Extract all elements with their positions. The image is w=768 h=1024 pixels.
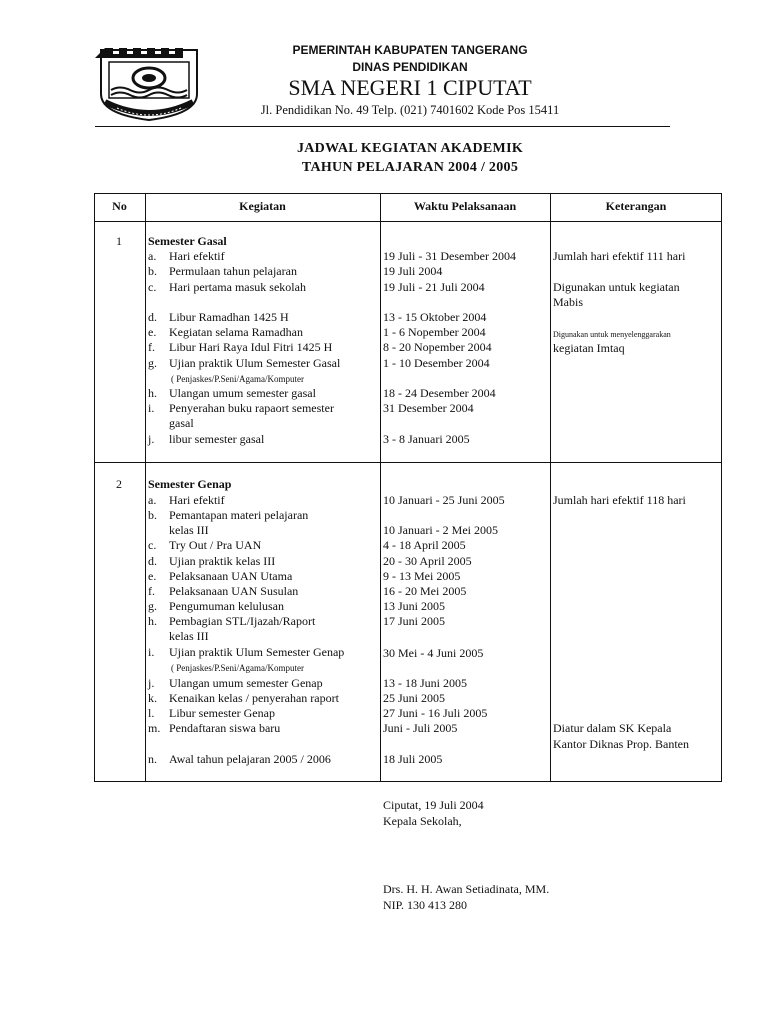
table-divider bbox=[550, 193, 551, 782]
item-activity: Try Out / Pra UAN bbox=[169, 538, 262, 552]
header-note: Keterangan bbox=[605, 199, 667, 213]
item-letter: a. bbox=[148, 249, 157, 263]
item-activity: Ujian praktik Ulum Semester Genap bbox=[169, 645, 345, 659]
section-number: 1 bbox=[116, 234, 122, 248]
signature-nip: NIP. 130 413 280 bbox=[383, 898, 468, 912]
item-note: Digunakan untuk menyelenggarakan bbox=[553, 330, 671, 339]
item-activity: kelas III bbox=[169, 629, 209, 643]
item-time: 19 Juli - 21 Juli 2004 bbox=[383, 280, 485, 294]
item-letter: l. bbox=[148, 706, 155, 720]
letterhead-divider bbox=[95, 126, 670, 127]
item-time: 19 Juli - 31 Desember 2004 bbox=[383, 249, 516, 263]
item-letter: c. bbox=[148, 280, 157, 294]
item-activity: Kenaikan kelas / penyerahan raport bbox=[169, 691, 339, 705]
item-time: 10 Januari - 25 Juni 2005 bbox=[383, 493, 505, 507]
item-letter: n. bbox=[148, 752, 157, 766]
item-letter: d. bbox=[148, 554, 157, 568]
item-letter: b. bbox=[148, 508, 157, 522]
signature-position: Kepala Sekolah, bbox=[383, 814, 462, 828]
item-note: Digunakan untuk kegiatan bbox=[553, 280, 680, 294]
school-address: Jl. Pendidikan No. 49 Telp. (021) 7401602 Kode Pos 15411 bbox=[260, 103, 560, 117]
item-activity: libur semester gasal bbox=[169, 432, 265, 446]
regency-emblem-icon bbox=[95, 42, 203, 122]
item-activity: Hari efektif bbox=[169, 249, 225, 263]
letterhead-government: PEMERINTAH KABUPATEN TANGERANG bbox=[292, 43, 528, 57]
item-time: 16 - 20 Mei 2005 bbox=[383, 584, 467, 598]
item-activity: Ujian praktik Ulum Semester Gasal bbox=[169, 356, 341, 370]
item-activity: Pelaksanaan UAN Susulan bbox=[169, 584, 299, 598]
item-time: 25 Juni 2005 bbox=[383, 691, 446, 705]
item-note: Jumlah hari efektif 111 hari bbox=[553, 249, 686, 263]
item-time: 20 - 30 April 2005 bbox=[383, 554, 472, 568]
item-activity: gasal bbox=[169, 416, 194, 430]
item-activity: Pelaksanaan UAN Utama bbox=[169, 569, 293, 583]
item-time: 13 Juni 2005 bbox=[383, 599, 446, 613]
signature-space bbox=[383, 829, 549, 881]
header-activity: Kegiatan bbox=[239, 199, 286, 213]
item-time: 27 Juni - 16 Juli 2005 bbox=[383, 706, 488, 720]
item-activity: Hari pertama masuk sekolah bbox=[169, 280, 306, 294]
item-time: Juni - Juli 2005 bbox=[383, 721, 458, 735]
item-letter: e. bbox=[148, 325, 157, 339]
item-activity: Pembagian STL/Ijazah/Raport bbox=[169, 614, 316, 628]
item-time: 31 Desember 2004 bbox=[383, 401, 474, 415]
item-letter: e. bbox=[148, 569, 157, 583]
item-activity: Hari efektif bbox=[169, 493, 225, 507]
item-time: 18 Juli 2005 bbox=[383, 752, 443, 766]
section-heading: Semester Genap bbox=[148, 477, 232, 491]
header-time: Waktu Pelaksanaan bbox=[413, 199, 517, 213]
item-letter: a. bbox=[148, 493, 157, 507]
item-activity: Libur Ramadhan 1425 H bbox=[169, 310, 289, 324]
item-note: Diatur dalam SK Kepala bbox=[553, 721, 672, 735]
item-letter: i. bbox=[148, 645, 155, 659]
item-time: 19 Juli 2004 bbox=[383, 264, 443, 278]
item-time: 13 - 15 Oktober 2004 bbox=[383, 310, 487, 324]
item-letter: f. bbox=[148, 340, 155, 354]
section-number: 2 bbox=[116, 477, 122, 491]
item-activity: Pemantapan materi pelajaran bbox=[169, 508, 309, 522]
letterhead-department: DINAS PENDIDIKAN bbox=[352, 60, 468, 74]
item-letter: b. bbox=[148, 264, 157, 278]
item-time: 8 - 20 Nopember 2004 bbox=[383, 340, 492, 354]
item-activity: kelas III bbox=[169, 523, 209, 537]
item-note: Kantor Diknas Prop. Banten bbox=[553, 737, 689, 751]
item-activity: Pendaftaran siswa baru bbox=[169, 721, 281, 735]
item-time: 4 - 18 April 2005 bbox=[383, 538, 466, 552]
section-heading: Semester Gasal bbox=[148, 234, 227, 248]
item-letter: d. bbox=[148, 310, 157, 324]
item-letter: g. bbox=[148, 599, 157, 613]
item-letter: c. bbox=[148, 538, 157, 552]
document-title: JADWAL KEGIATAN AKADEMIK bbox=[296, 141, 524, 156]
item-note: kegiatan Imtaq bbox=[553, 341, 625, 355]
item-letter: i. bbox=[148, 401, 155, 415]
signature-place-date: Ciputat, 19 Juli 2004 bbox=[383, 798, 484, 812]
item-time: 3 - 8 Januari 2005 bbox=[383, 432, 470, 446]
item-letter: h. bbox=[148, 614, 157, 628]
item-activity: Permulaan tahun pelajaran bbox=[169, 264, 297, 278]
item-activity: Libur Hari Raya Idul Fitri 1425 H bbox=[169, 340, 333, 354]
item-time: 10 Januari - 2 Mei 2005 bbox=[383, 523, 498, 537]
item-letter: f. bbox=[148, 584, 155, 598]
item-letter: h. bbox=[148, 386, 157, 400]
signature-name: Drs. H. H. Awan Setiadinata, MM. bbox=[383, 882, 550, 896]
item-letter: k. bbox=[148, 691, 157, 705]
item-activity: Ulangan umum semester gasal bbox=[169, 386, 316, 400]
item-activity: Ujian praktik kelas III bbox=[169, 554, 276, 568]
item-activity: Penyerahan buku rapaort semester bbox=[169, 401, 334, 415]
item-time: 1 - 6 Nopember 2004 bbox=[383, 325, 486, 339]
table-section-divider bbox=[94, 462, 722, 463]
table-header-divider bbox=[94, 221, 722, 222]
item-activity: Kegiatan selama Ramadhan bbox=[169, 325, 303, 339]
table-divider bbox=[145, 193, 146, 782]
signature-block bbox=[383, 797, 549, 913]
item-activity: Pengumuman kelulusan bbox=[169, 599, 284, 613]
item-time: 18 - 24 Desember 2004 bbox=[383, 386, 496, 400]
header-no: No bbox=[112, 199, 127, 213]
item-time: 17 Juni 2005 bbox=[383, 614, 446, 628]
item-activity: Awal tahun pelajaran 2005 / 2006 bbox=[169, 752, 331, 766]
item-letter: m. bbox=[148, 721, 161, 735]
item-time: 9 - 13 Mei 2005 bbox=[383, 569, 461, 583]
item-letter: g. bbox=[148, 356, 157, 370]
item-activity: ( Penjaskes/P.Seni/Agama/Komputer bbox=[171, 663, 304, 673]
document-subtitle: TAHUN PELAJARAN 2004 / 2005 bbox=[301, 160, 519, 175]
item-note: Mabis bbox=[553, 295, 583, 309]
item-activity: ( Penjaskes/P.Seni/Agama/Komputer bbox=[171, 374, 304, 384]
item-letter: j. bbox=[148, 432, 155, 446]
item-time: 1 - 10 Desember 2004 bbox=[383, 356, 490, 370]
item-activity: Ulangan umum semester Genap bbox=[169, 676, 323, 690]
school-name: SMA NEGERI 1 CIPUTAT bbox=[288, 75, 532, 100]
item-note: Jumlah hari efektif 118 hari bbox=[553, 493, 686, 507]
item-time: 30 Mei - 4 Juni 2005 bbox=[383, 646, 484, 660]
item-activity: Libur semester Genap bbox=[169, 706, 275, 720]
item-time: 13 - 18 Juni 2005 bbox=[383, 676, 467, 690]
item-letter: j. bbox=[148, 676, 155, 690]
table-divider bbox=[380, 193, 381, 782]
